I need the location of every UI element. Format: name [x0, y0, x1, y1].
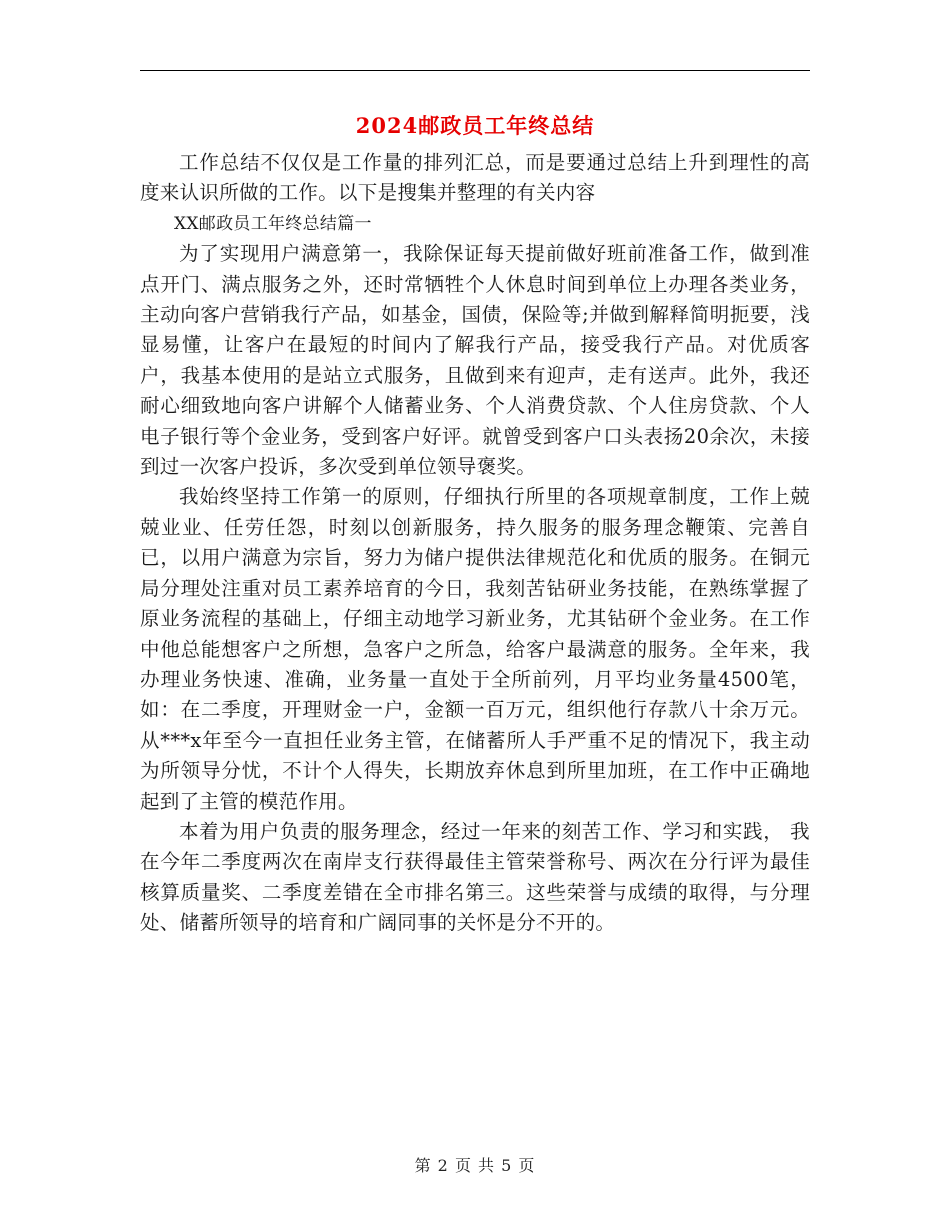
section-heading: XX邮政员工年终总结篇一 — [174, 213, 372, 234]
page-number-footer: 第 2 页 共 5 页 — [414, 1156, 536, 1175]
document-title: 2024邮政员工年终总结 — [355, 113, 595, 138]
document-body — [140, 148, 810, 939]
intro-paragraph: 工作总结不仅仅是工作量的排列汇总，而是要通过总结上升到理性的高度来认识所做的工作。以下是搜集并整理的有关内容 — [140, 151, 810, 205]
body-paragraph-3: 本着为用户负责的服务理念，经过一年来的刻苦工作、学习和实践， 我在今年二季度两次在南岸支行获得最佳主管荣誉称号、两次在分行评为最佳核算质量奖、二季度差错在全市排名第三。这些荣誉与成绩的取得，与分理处、储蓄所领导的培育和广阔同事的关怀是分不开的。 — [140, 819, 810, 935]
body-paragraph-2: 我始终坚持工作第一的原则，仔细执行所里的各项规章制度，工作上兢兢业业、任劳任怨，时刻以创新服务，持久服务的服务理念鞭策、完善自已，以用户满意为宗旨，努力为储户提供法律规范化和优质的服务。在铜元局分理处注重对员工素养培育的今日，我刻苦钻研业务技能，在熟练掌握了原业务流程的基础上，仔细主动地学习新业务，尤其钻研个金业务。在工作中他总能想客户之所想，急客户之所急，给客户最满意的服务。全年来，我办理业务快速、准确，业务量一直处于全所前列，月平均业务量4500笔，如：在二季度，开理财金一户，金额一百万元，组织他行存款八十余万元。从***x年至今一直担任业务主管，在储蓄所人手严重不足的情况下，我主动为所领导分忧，不计个人得失，长期放弃休息到所里加班，在工作中正确地起到了主管的模范作用。 — [140, 485, 810, 813]
header-rule — [140, 70, 810, 71]
body-paragraph-1: 为了实现用户满意第一，我除保证每天提前做好班前准备工作，做到准点开门、满点服务之外，还时常牺牲个人休息时间到单位上办理各类业务，主动向客户营销我行产品，如基金，国债，保险等;并做到解释简明扼要，浅显易懂，让客户在最短的时间内了解我行产品，接受我行产品。对优质客户，我基本使用的是站立式服务，且做到来有迎声，走有送声。此外，我还耐心细致地向客户讲解个人储蓄业务、个人消费贷款、个人住房贷款、个人电子银行等个金业务，受到客户好评。就曾受到客户口头表扬20余次，未接到过一次客户投诉，多次受到单位领导褒奖。 — [140, 242, 810, 479]
